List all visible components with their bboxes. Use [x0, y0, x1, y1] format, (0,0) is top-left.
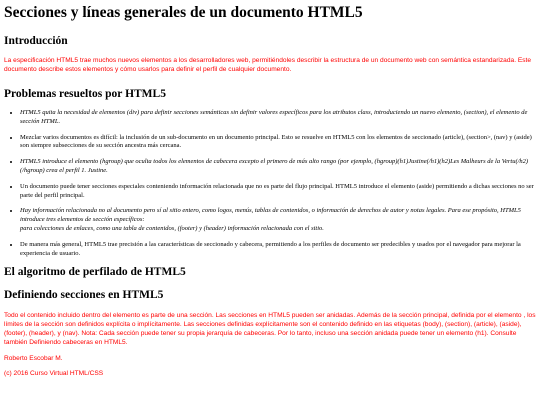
- problems-heading: Problemas resueltos por HTML5: [4, 88, 166, 100]
- defining-heading: Definiendo secciones en HTML5: [4, 289, 164, 302]
- defining-text: Todo el contenido incluido dentro del elemento es parte de una sección. Las secciones en HTML5 pueden ser anidadas. Además de la sección principal, definida por el elemento , los límites de la sección son definidos explícita o implícitamente. Las secciones definidas explícitamente son el contenido definido en las etiquetas (body), (section), (article), (aside), (footer), (header), y (nav). Nota: Cada sección puede tener su propia jerarquía de cabeceras. Por lo tanto, incluso una sección anidada puede tener un elemento (h1). Consulte también Definiendo cabeceras en HTML5.: [4, 312, 536, 347]
- list-item: • HTML5 introduce el elemento (hgroup) que oculta todos los elementos de cabecera excepto el primero de más alto rango (por ejemplo, (hgroup)(h1)Justine(/h1)(h2)Les Malheurs de la Vertu(/h2)(/hgroup) crea el perfil 1. Justine.: [20, 158, 536, 176]
- list-item: • Mezclar varios documentos es difícil: la inclusión de un sub-documento en un documento principal. Esto se resuelve en HTML5 con los elementos de seccionado (article), (section>, (nav) y (aside) son siempre subsecciones de su sección ancestra más cercana.: [20, 134, 536, 152]
- list-item: • De manera más general, HTML5 trae precisión a las características de seccionado y cabecera, permitiendo a los perfiles de documento ser predecibles y usados por el navegador para mejorar la experiencia de usuario.: [20, 241, 536, 259]
- copyright-text: (c) 2016 Curso Virtual HTML/CSS: [4, 370, 104, 378]
- algorithm-heading: El algoritmo de perfilado de HTML5: [4, 266, 186, 279]
- intro-text: La especificación HTML5 trae muchos nuevos elementos a los desarrolladores web, permitiéndoles describir la estructura de un documento web con semántica estandarizada. Este documento describe estos elementos y cómo usarlos para definir el perfil de cualquier documento.: [4, 57, 532, 73]
- intro-heading: Introducción: [4, 35, 68, 47]
- author-name: Roberto Escobar M.: [4, 355, 63, 363]
- list-item: • Un documento puede tener secciones especiales conteniendo información relacionada que no es parte del flujo principal. HTML5 introduce el elemento (aside) permitiendo a dichas secciones no ser parte del perfil principal.: [20, 183, 536, 201]
- list-item: • HTML5 quita la necesidad de elementos (div) para definir secciones semánticas sin definir valores específicos para los atributos class, introduciendo un nuevo elemento, (section), el elemento de sección HTML.: [20, 109, 536, 127]
- problems-list: [4, 109, 536, 258]
- list-item: • Hay información relacionada no al documento pero sí al sitio entero, como logos, menús, tablas de contenidos, o información de derechos de autor y notas legales. Para ese propósito, HTML5 introduce tres elementos de sección específicos: para colecciones de enlaces, como una tabla de contenidos, (footer) y (header) información relacionada con el sitio.: [20, 207, 536, 233]
- page-title: Secciones y líneas generales de un documento HTML5: [4, 4, 363, 21]
